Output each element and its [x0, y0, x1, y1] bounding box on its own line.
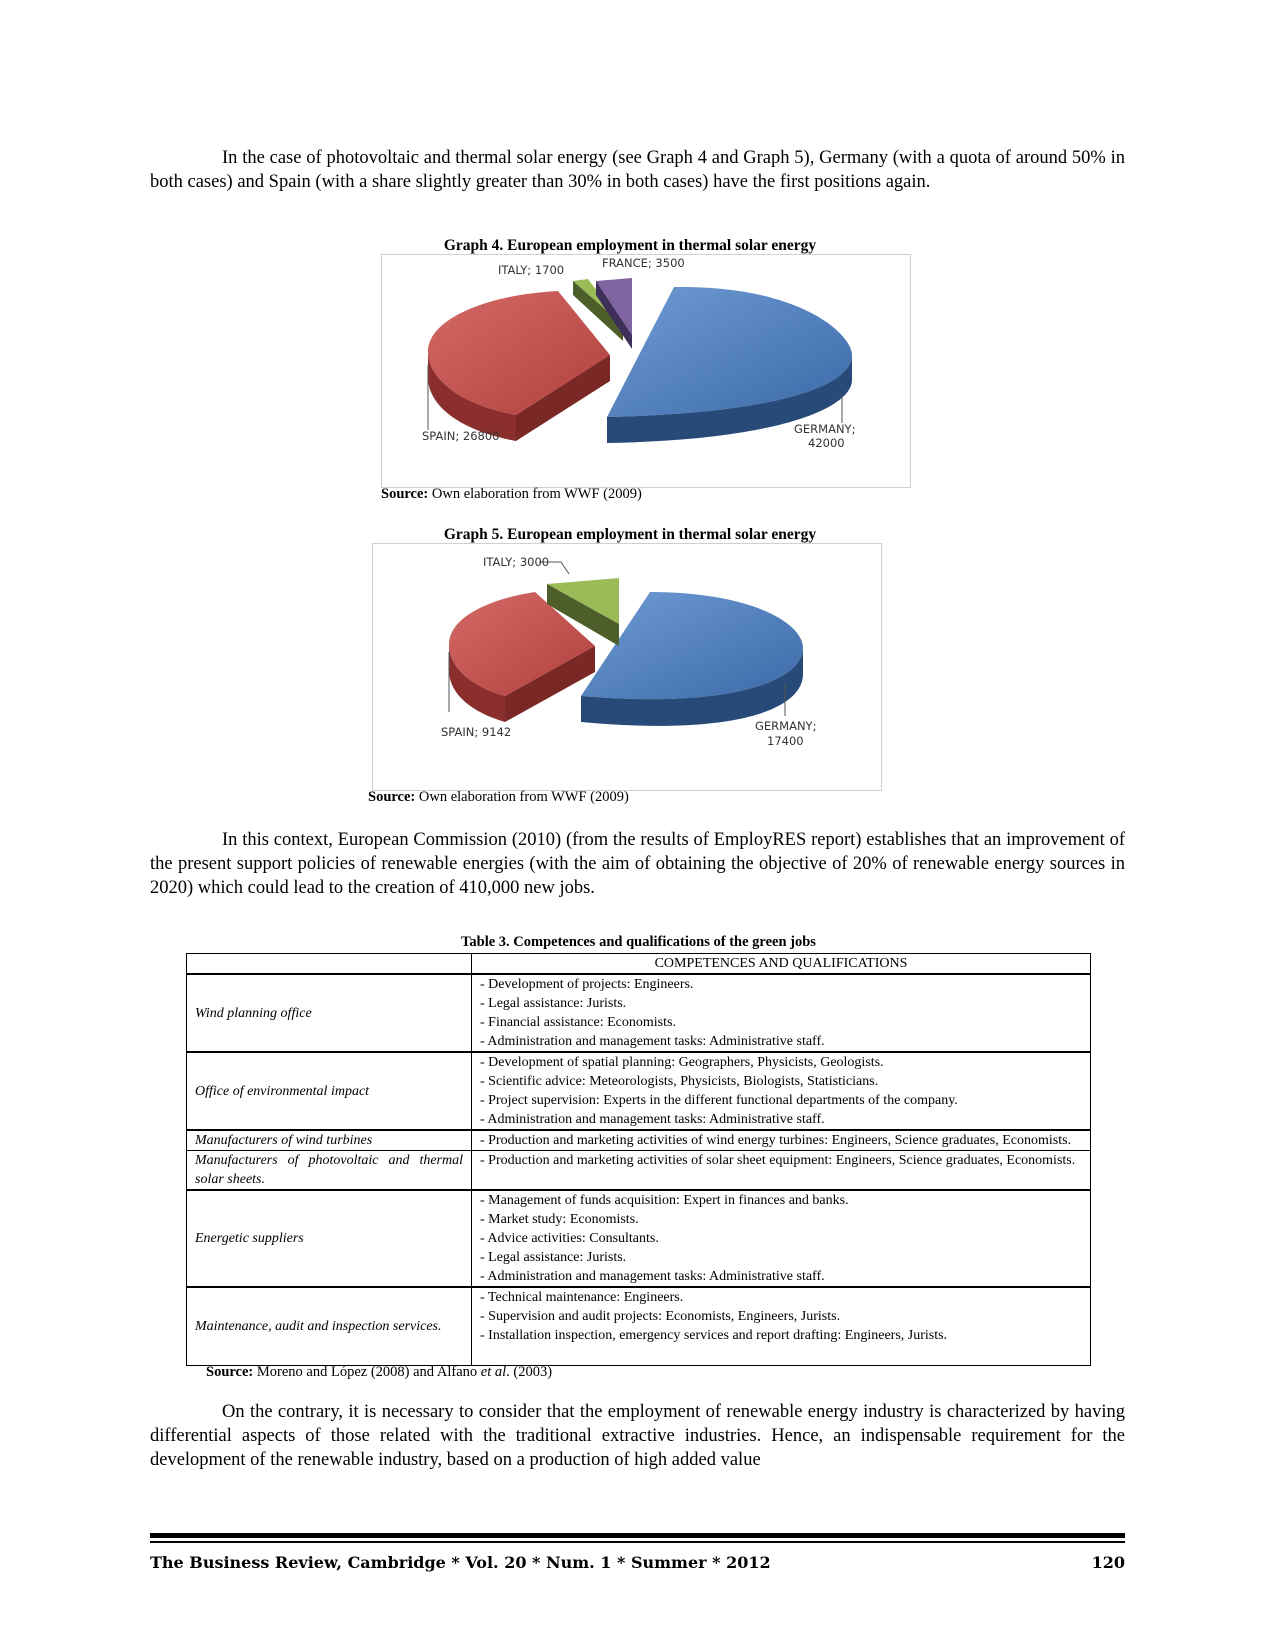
- graph5-caption: Graph 5. European employment in thermal solar energy: [443, 526, 817, 543]
- row-label: Wind planning office: [187, 974, 472, 1052]
- row-item: - Installation inspection, emergency services and report drafting: Engineers, Jurists.: [480, 1328, 948, 1343]
- row-item: - Legal assistance: Jurists.: [480, 1250, 627, 1265]
- table3-source-text: Moreno and López (2008) and Alfano: [256, 1364, 481, 1380]
- graph4-label-italy: ITALY; 1700: [498, 263, 565, 277]
- graph5-source-label: Source:: [368, 789, 416, 805]
- row-label: Office of environmental impact: [187, 1052, 472, 1130]
- graph5-label-germany-value: 17400: [767, 734, 804, 748]
- graph4-label-france: FRANCE; 3500: [602, 256, 685, 270]
- footer-rule: [150, 1533, 1125, 1538]
- graph5-chart: [372, 543, 882, 791]
- row-items: [472, 1130, 1091, 1151]
- table-row: [187, 1151, 1091, 1191]
- page-number: 120: [1091, 1553, 1125, 1572]
- row-item: - Management of funds acquisition: Expert in finances and banks.: [480, 1193, 849, 1208]
- row-item: - Scientific advice: Meteorologists, Physicists, Biologists, Statisticians.: [480, 1074, 879, 1089]
- row-label: Manufacturers of wind turbines: [187, 1130, 472, 1151]
- row-item: - Administration and management tasks: Administrative staff.: [480, 1269, 825, 1284]
- graph5-source-text: Own elaboration from WWF (2009): [418, 789, 629, 805]
- row-item: - Market study: Economists.: [480, 1212, 639, 1227]
- row-item: - Financial assistance: Economists.: [480, 1015, 676, 1030]
- row-item: - Administration and management tasks: Administrative staff.: [480, 1034, 825, 1049]
- table-row: [187, 974, 1091, 1052]
- paragraph-3: On the contrary, it is necessary to consider that the employment of renewable energy industry is characterized by having differential aspects of those related with the traditional extractive industries. Hence, an indispensable requirement for the development of the renewable industry, based on a production of high added value: [150, 1402, 1125, 1470]
- table3-source-label: Source:: [206, 1364, 254, 1380]
- graph4-source-label: Source:: [381, 486, 429, 502]
- row-items: [472, 1052, 1091, 1130]
- row-item: - Advice activities: Consultants.: [480, 1231, 659, 1246]
- graph4-label-germany-value: 42000: [808, 436, 845, 450]
- row-item: - Administration and management tasks: Administrative staff.: [480, 1112, 825, 1127]
- graph5-label-germany-name: GERMANY;: [755, 719, 817, 733]
- paragraph-1: In the case of photovoltaic and thermal solar energy (see Graph 4 and Graph 5), Germany (with a quota of around 50% in both cases) and Spain (with a share slightly greater than 30% in both cases) have the first positions again.: [150, 148, 1125, 192]
- footer-rule-thin: [150, 1541, 1125, 1543]
- row-item: - Project supervision: Experts in the different functional departments of the company.: [480, 1093, 958, 1108]
- footer-journal: The Business Review, Cambridge * Vol. 20 * Num. 1 * Summer * 2012: [150, 1553, 771, 1572]
- table-header: COMPETENCES AND QUALIFICATIONS: [472, 954, 1091, 975]
- table3-source-etal: et al: [480, 1364, 507, 1380]
- table-row: [187, 1052, 1091, 1130]
- row-item: - Development of spatial planning: Geographers, Physicists, Geologists.: [480, 1055, 884, 1070]
- graph4-source: [381, 486, 642, 503]
- row-label: Maintenance, audit and inspection services.: [187, 1287, 472, 1366]
- row-item: - Supervision and audit projects: Economists, Engineers, Jurists.: [480, 1309, 841, 1324]
- graph4-caption: Graph 4. European employment in thermal solar energy: [443, 237, 817, 254]
- graph4-chart: [381, 254, 911, 488]
- table3-source: [206, 1364, 552, 1381]
- table3-caption: Table 3. Competences and qualifications of the green jobs: [461, 934, 816, 950]
- table-header-row: [187, 954, 1091, 975]
- row-items: [472, 1190, 1091, 1287]
- graph4-source-text: Own elaboration from WWF (2009): [431, 486, 642, 502]
- row-item: - Technical maintenance: Engineers.: [480, 1290, 684, 1305]
- row-items: [472, 974, 1091, 1052]
- graph5-label-spain: SPAIN; 9142: [441, 725, 512, 739]
- graph4-label-germany-name: GERMANY;: [794, 422, 856, 436]
- graph5-label-germany: [755, 719, 820, 748]
- graph4-label-germany: [794, 422, 859, 450]
- paragraph-2: In this context, European Commission (2010) (from the results of EmployRES report) establishes that an improvement of the present support policies of renewable energies (with the aim of obtaining the objective of 20% of renewable energy sources in 2020) which could lead to the creation of 410,000 new jobs.: [150, 830, 1125, 898]
- row-items: [472, 1287, 1091, 1366]
- graph4-label-spain: SPAIN; 26800: [422, 429, 500, 443]
- row-item: - Production and marketing activities of solar sheet equipment: Engineers, Science graduates, Economists.: [480, 1153, 1076, 1168]
- table-header-empty: [187, 954, 472, 975]
- row-item: - Legal assistance: Jurists.: [480, 996, 627, 1011]
- footer: [150, 1553, 1125, 1572]
- row-item: - Development of projects: Engineers.: [480, 977, 694, 992]
- row-item: - Production and marketing activities of wind energy turbines: Engineers, Science graduates, Economists.: [480, 1133, 1072, 1148]
- graph5-label-italy: ITALY; 3000: [483, 555, 550, 569]
- graph5-source: [368, 789, 629, 806]
- table3-source-year: . (2003): [506, 1364, 553, 1380]
- table-row: [187, 1287, 1091, 1366]
- table-row: [187, 1130, 1091, 1151]
- competences-table: [186, 953, 1091, 1366]
- row-items: [472, 1151, 1091, 1191]
- table-row: [187, 1190, 1091, 1287]
- row-label: Manufacturers of photovoltaic and thermal solar sheets.: [187, 1151, 472, 1191]
- row-label: Energetic suppliers: [187, 1190, 472, 1287]
